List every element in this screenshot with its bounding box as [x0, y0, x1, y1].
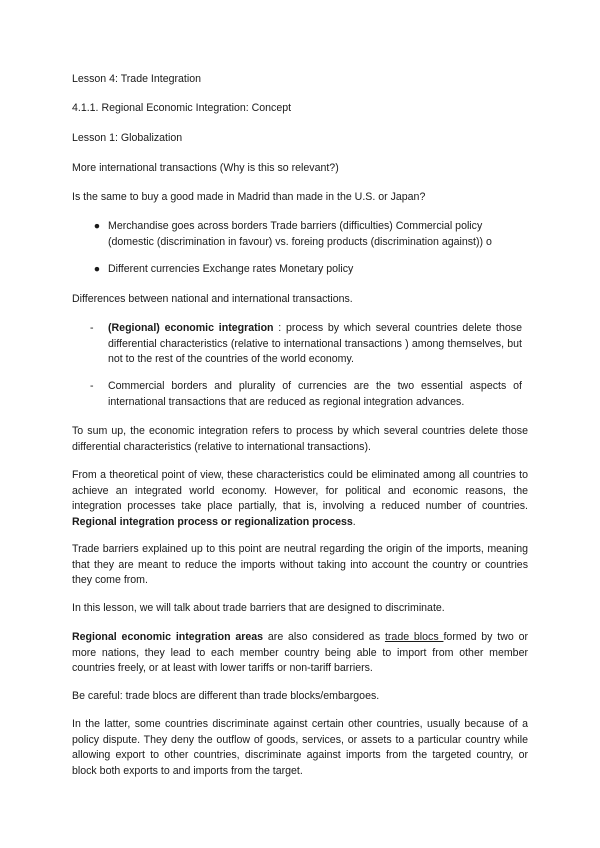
- areas-mid: are also considered as: [263, 631, 385, 643]
- bullet-text: Different currencies Exchange rates Monetary policy: [108, 263, 354, 275]
- bullet-dot-icon: ●: [93, 220, 101, 232]
- trade-blocs-underlined: trade blocs: [384, 631, 444, 643]
- more-transactions-line: More international transactions (Why is this so relevant?): [72, 162, 339, 174]
- paragraph-the-latter: In the latter, some countries discriminate against certain other countries, usually because of a policy dispute. They deny the outflow of goods, services, or assets to a particular country while allowing export to other countries, discriminate against imports from the targeted country, or block both exports to and imports from the target.: [72, 718, 528, 777]
- lesson1-heading: Lesson 1: Globalization: [72, 132, 183, 144]
- bullet-dot-icon: ●: [93, 263, 101, 275]
- dash-marker: -: [90, 322, 94, 334]
- dash-marker: -: [90, 380, 94, 392]
- bullet-text: [108, 219, 530, 250]
- dash-text: [108, 321, 522, 368]
- section-heading: 4.1.1. Regional Economic Integration: Concept: [72, 102, 292, 114]
- dash-definition: : process by which several countries delete those differential characteristics (relative to international transactions ) among themselves, but not to the rest of the countries of the world economy.: [108, 322, 522, 365]
- bullet-line: Merchandise goes across borders Trade barriers (difficulties) Commercial policy: [108, 220, 483, 232]
- paragraph-theory: [72, 468, 528, 530]
- paragraph-trade-barriers: Trade barriers explained up to this point are neutral regarding the origin of the imports, meaning that they are meant to reduce the imports without taking into account the country or countries they come from.: [72, 543, 528, 586]
- paragraph-be-careful: Be careful: trade blocs are different than trade blocks/embargoes.: [72, 690, 380, 702]
- same-good-question: Is the same to buy a good made in Madrid than made in the U.S. or Japan?: [72, 191, 426, 203]
- paragraph-this-lesson: In this lesson, we will talk about trade barriers that are designed to discriminate.: [72, 602, 445, 614]
- theory-bold-term: Regional integration process or regionalization process: [72, 515, 353, 528]
- lesson4-heading: Lesson 4: Trade Integration: [72, 73, 201, 85]
- theory-text: From a theoretical point of view, these characteristics could be eliminated among all countries to achieve an integrated world economy. However, for political and economic reasons, the integration processes take place partially, that is, involving a reduced number of countries.: [72, 469, 528, 512]
- differences-line: Differences between national and international transactions.: [72, 293, 353, 305]
- paragraph-sum-up: To sum up, the economic integration refers to process by which several countries delete those differential characteristics (relative to international transactions).: [72, 425, 528, 453]
- theory-end: .: [352, 515, 356, 528]
- paragraph-integration-areas: [72, 630, 528, 677]
- areas-rest: formed by two or more nations, they lead to each member country being able to import from other member countries freely, or at least with lower tariffs or non-tariff barriers.: [72, 631, 529, 674]
- areas-bold-term: Regional economic integration areas: [72, 631, 264, 643]
- dash-text: Commercial borders and plurality of currencies are the two essential aspects of international transactions that are reduced as regional integration advances.: [108, 380, 522, 408]
- dash-bold-term: (Regional) economic integration: [108, 322, 274, 334]
- bullet-line: (domestic (discrimination in favour) vs. foreing products (discrimination against)) o: [108, 235, 492, 248]
